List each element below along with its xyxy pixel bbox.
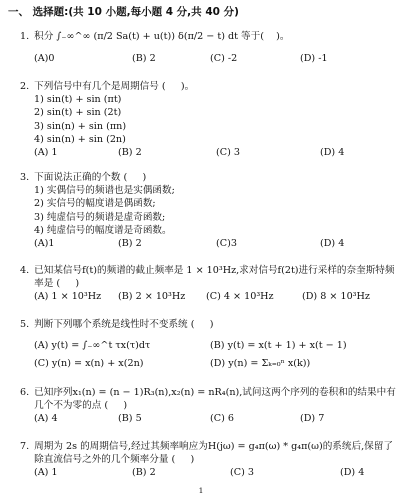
option-d: (D) y(n) = Σₖ₌₀ⁿ x(k)) (210, 357, 311, 369)
option-c: (C) y(n) = x(n) + x(2n) (34, 357, 144, 369)
option-a: (A)0 (34, 53, 55, 65)
question-7 (20, 440, 396, 480)
options-row (20, 237, 396, 250)
option-a: (A) 1 × 10³Hz (34, 291, 102, 303)
list-item: 4) sin(n) + sin (2n) (34, 133, 126, 145)
list-item: 2) sin(t) + sin (2t) (34, 107, 122, 119)
option-b: (B) 2 × 10³Hz (118, 291, 186, 303)
options-row (20, 52, 396, 65)
list-item: 3) 纯虚信号的频谱是虚奇函数; (34, 211, 166, 223)
option-c: (C) 6 (210, 413, 234, 425)
option-d: (D) -1 (300, 53, 328, 65)
question-stem: 已知某信号f(t)的频谱的截止频率是 1 × 10³Hz,求对信号f(2t)进行采样的奈奎斯特频率是 ( ) (34, 265, 395, 290)
question-stem: 下列信号中有几个是周期信号 ( )。 (34, 81, 195, 92)
question-1 (20, 30, 396, 65)
option-d: (D) 8 × 10³Hz (302, 291, 370, 303)
question-3 (20, 171, 396, 250)
option-b: (B) 5 (118, 413, 142, 425)
options-row (20, 146, 396, 159)
options-row (20, 290, 396, 303)
option-d: (D) 4 (340, 467, 365, 479)
question-stem: 周期为 2s 的周期信号,经过其频率响应为H(jω) = g₄π(ω) * g₄π(ω)的系统后,保留了除直流信号之外的几个频率分量 ( ) (34, 441, 393, 466)
options-row (20, 357, 396, 372)
question-number: 7. (20, 441, 30, 452)
question-number: 6. (20, 387, 30, 398)
option-b: (B) y(t) = x(t + 1) + x(t − 1) (210, 340, 347, 352)
question-stem: 下面说法正确的个数 ( ) (34, 172, 147, 183)
list-item: 1) sin(t) + sin (πt) (34, 94, 122, 106)
question-5 (20, 318, 396, 371)
question-stem: 判断下列哪个系统是线性时不变系统 ( ) (34, 319, 214, 330)
question-number: 4. (20, 265, 30, 276)
option-d: (D) 4 (320, 147, 345, 159)
section-title: 一、 选择题:(共 10 小题,每小题 4 分,共 40 分) (8, 6, 239, 18)
option-c: (C) 3 (230, 467, 254, 479)
list-item: 1) 实偶信号的频谱也是实偶函数; (34, 185, 175, 197)
option-b: (B) 2 (132, 467, 156, 479)
option-a: (A) 4 (34, 413, 58, 425)
option-a: (A) 1 (34, 147, 58, 159)
question-number: 5. (20, 319, 30, 330)
question-stem: 积分 ∫₋∞^∞ (π/2 Sa(t) + u(t)) δ(π/2 − t) dt 等于( )。 (34, 31, 290, 42)
option-c: (C)3 (216, 238, 237, 250)
question-number: 1. (20, 31, 30, 42)
list-item: 2) 实信号的幅度谱是偶函数; (34, 198, 156, 210)
option-a: (A) y(t) = ∫₋∞^t τx(τ)dτ (34, 340, 151, 352)
option-d: (D) 7 (300, 413, 325, 425)
options-row (20, 339, 396, 354)
option-b: (B) 2 (118, 147, 142, 159)
option-a: (A)1 (34, 238, 55, 250)
option-d: (D) 4 (320, 238, 345, 250)
question-number: 2. (20, 81, 30, 92)
list-item: 4) 纯虚信号的幅度谱是奇函数。 (34, 224, 172, 236)
question-6 (20, 386, 396, 426)
page-number: 1 (198, 486, 204, 495)
option-b: (B) 2 (118, 238, 142, 250)
question-stem: 已知序列x₁(n) = (n − 1)R₃(n),x₂(n) = nR₄(n),试问这两个序列的卷积和的结果中有几个不为零的点 ( ) (34, 387, 396, 412)
option-c: (C) 4 × 10³Hz (206, 291, 274, 303)
options-row (20, 466, 396, 479)
option-b: (B) 2 (132, 53, 156, 65)
options-row (20, 412, 396, 425)
option-c: (C) -2 (210, 53, 238, 65)
question-number: 3. (20, 172, 30, 183)
option-c: (C) 3 (216, 147, 240, 159)
question-4 (20, 264, 396, 304)
option-a: (A) 1 (34, 467, 58, 479)
list-item: 3) sin(n) + sin (πn) (34, 120, 127, 132)
question-2 (20, 80, 396, 159)
